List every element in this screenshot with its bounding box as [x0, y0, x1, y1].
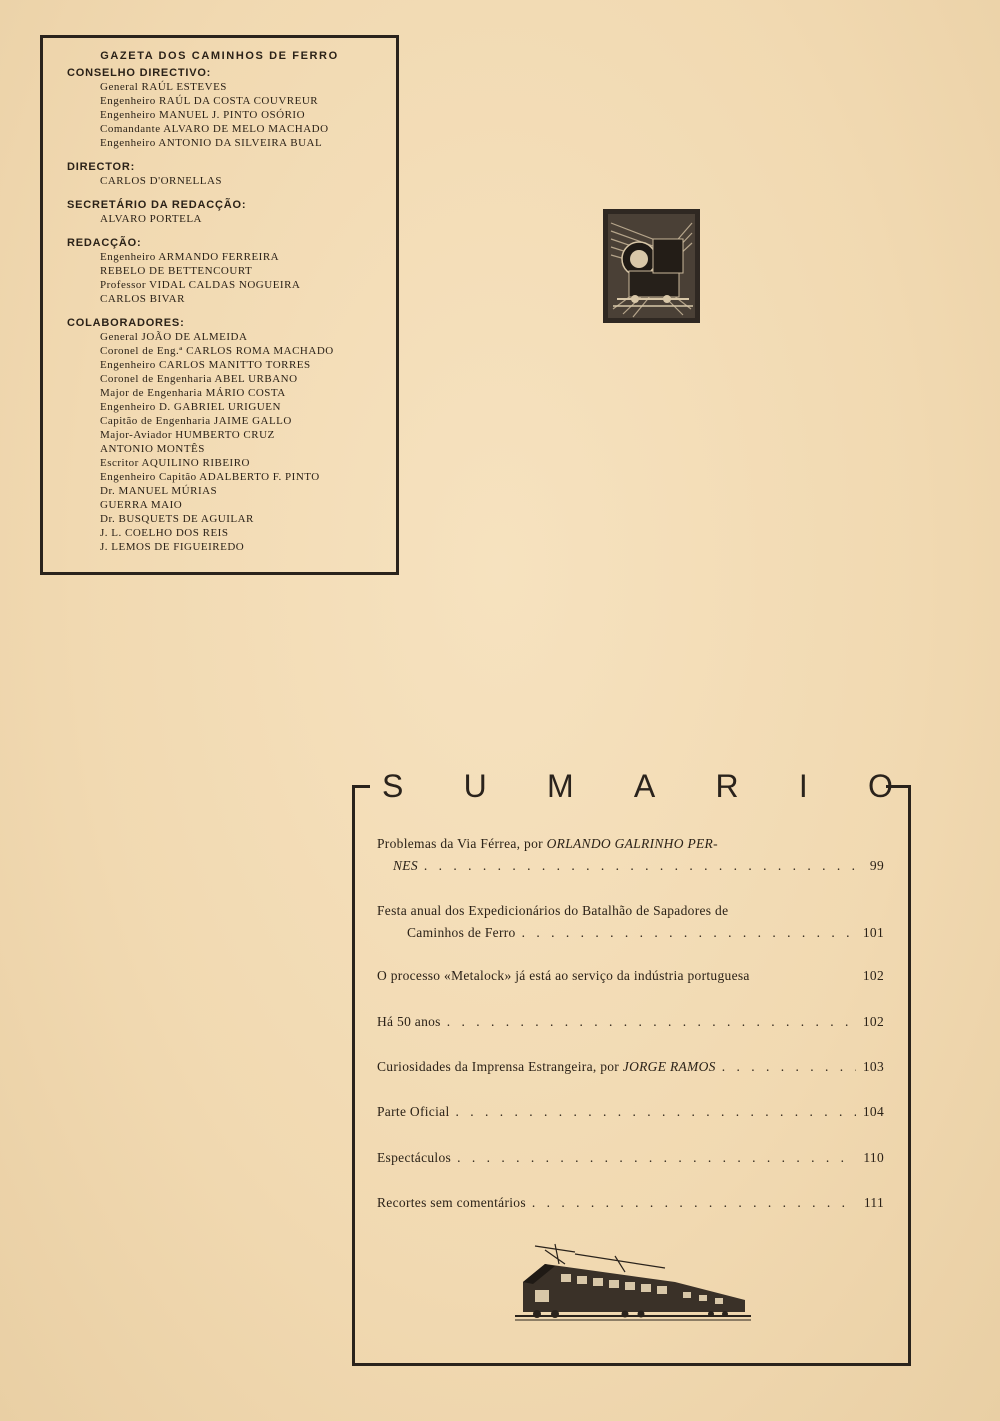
- toc-entry: [377, 1104, 884, 1120]
- dot-leader: [457, 1150, 856, 1166]
- electric-train-icon: [515, 1242, 751, 1322]
- summary-title-letter: U: [463, 767, 487, 804]
- dot-leader: [424, 858, 856, 874]
- toc-entry: [377, 836, 884, 874]
- summary-title-letter: M: [546, 767, 574, 804]
- summary-title-letter: R: [715, 767, 739, 804]
- toc-entry-page: 110: [863, 1150, 884, 1165]
- staff-name: Engenheiro D. GABRIEL URIGUEN: [100, 401, 281, 413]
- section-title-colaboradores: COLABORADORES:: [67, 317, 185, 329]
- dot-leader: [456, 1104, 857, 1120]
- toc-entry-page: 101: [862, 925, 884, 940]
- staff-name: Dr. BUSQUETS DE AGUILAR: [100, 513, 254, 525]
- staff-name: J. LEMOS DE FIGUEIREDO: [100, 541, 245, 553]
- summary-title-letter: O: [868, 767, 893, 804]
- names-secretario: [67, 212, 396, 226]
- staff-name: GUERRA MAIO: [100, 499, 183, 511]
- staff-name: REBELO DE BETTENCOURT: [100, 265, 253, 277]
- staff-name: Engenheiro CARLOS MANITTO TORRES: [100, 359, 311, 371]
- staff-name: Engenheiro ANTONIO DA SILVEIRA BUAL: [100, 137, 323, 149]
- staff-name: Capitão de Engenharia JAIME GALLO: [100, 415, 292, 427]
- toc-entry-title: Curiosidades da Imprensa Estrangeira, por: [377, 1059, 623, 1074]
- section-title-secretario: SECRETÁRIO DA REDACÇÃO:: [67, 199, 247, 211]
- toc-entry-title: O processo «Metalock» já está ao serviço da indústria portuguesa: [377, 968, 750, 983]
- toc-entry: [377, 1150, 884, 1166]
- summary-title-letter: I: [798, 767, 808, 804]
- toc-entry-page: 99: [869, 858, 884, 873]
- toc-entry-title: Espectáculos: [377, 1150, 452, 1165]
- toc-entry-title: Recortes sem comentários: [377, 1195, 526, 1210]
- staff-name: Engenheiro Capitão ADALBERTO F. PINTO: [100, 471, 320, 483]
- toc-entry: [377, 1059, 884, 1075]
- staff-name: Coronel de Engenharia ABEL URBANO: [100, 373, 298, 385]
- toc-entry-page: 102: [862, 1014, 884, 1029]
- staff-name: General JOÃO DE ALMEIDA: [100, 331, 248, 343]
- steam-locomotive-woodcut-icon: [603, 209, 700, 323]
- toc-entry: [377, 1014, 884, 1030]
- summary-title: [352, 762, 911, 810]
- staff-name: J. L. COELHO DOS REIS: [100, 527, 229, 539]
- toc-entry: [377, 968, 884, 984]
- names-director: [67, 174, 396, 188]
- toc-entry-title: Parte Oficial: [377, 1104, 450, 1119]
- dot-leader: [447, 1014, 856, 1030]
- dot-leader: [532, 1195, 856, 1211]
- section-title-director: DIRECTOR:: [67, 161, 136, 173]
- dot-leader: [522, 925, 856, 941]
- staff-name: Major de Engenharia MÁRIO COSTA: [100, 387, 286, 399]
- summary-title-letter: S: [382, 767, 404, 804]
- names-conselho: [67, 80, 396, 150]
- names-colaboradores: [67, 330, 396, 554]
- staff-name: ALVARO PORTELA: [100, 213, 202, 225]
- staff-name: Engenheiro MANUEL J. PINTO OSÓRIO: [100, 109, 306, 121]
- toc-entry-title: Problemas da Via Férrea, por: [377, 836, 547, 851]
- staff-name: Major-Aviador HUMBERTO CRUZ: [100, 429, 275, 441]
- staff-name: Engenheiro ARMANDO FERREIRA: [100, 251, 280, 263]
- section-title-conselho: CONSELHO DIRECTIVO:: [67, 67, 212, 79]
- toc-entry: [377, 903, 884, 941]
- section-title-redaccao: REDACÇÃO:: [67, 237, 142, 249]
- dot-leader: [722, 1059, 856, 1075]
- staff-name: CARLOS BIVAR: [100, 293, 185, 305]
- toc-entry-page: 104: [862, 1104, 884, 1119]
- staff-name: Dr. MANUEL MÚRIAS: [100, 485, 218, 497]
- staff-name: CARLOS D'ORNELLAS: [100, 175, 223, 187]
- masthead: GAZETA DOS CAMINHOS DE FERRO: [100, 50, 339, 62]
- staff-name: Coronel de Eng.ª CARLOS ROMA MACHADO: [100, 345, 334, 357]
- staff-name: Engenheiro RAÚL DA COSTA COUVREUR: [100, 95, 319, 107]
- staff-name: Comandante ALVARO DE MELO MACHADO: [100, 123, 329, 135]
- toc-entry-author: ORLANDO GALRINHO PER-: [546, 836, 718, 851]
- staff-box: [40, 35, 399, 575]
- toc-entry-author: NES: [393, 858, 418, 873]
- toc-entry-author: JORGE RAMOS: [622, 1059, 716, 1074]
- toc-entry-page: 102: [862, 968, 884, 983]
- toc-entry-title: Caminhos de Ferro: [407, 925, 516, 940]
- toc-entry-title: Há 50 anos: [377, 1014, 441, 1029]
- staff-name: General RAÚL ESTEVES: [100, 81, 227, 93]
- toc-entry-page: 103: [862, 1059, 884, 1074]
- summary-title-letter: A: [633, 767, 656, 804]
- toc-entry-title: Festa anual dos Expedicionários do Batalhão de Sapadores de: [377, 903, 729, 918]
- staff-name: Escritor AQUILINO RIBEIRO: [100, 457, 250, 469]
- toc-entry: [377, 1195, 884, 1211]
- names-redaccao: [67, 250, 396, 306]
- staff-name: Professor VIDAL CALDAS NOGUEIRA: [100, 279, 301, 291]
- toc-entry-page: 111: [863, 1195, 884, 1210]
- staff-name: ANTONIO MONTÊS: [100, 443, 205, 455]
